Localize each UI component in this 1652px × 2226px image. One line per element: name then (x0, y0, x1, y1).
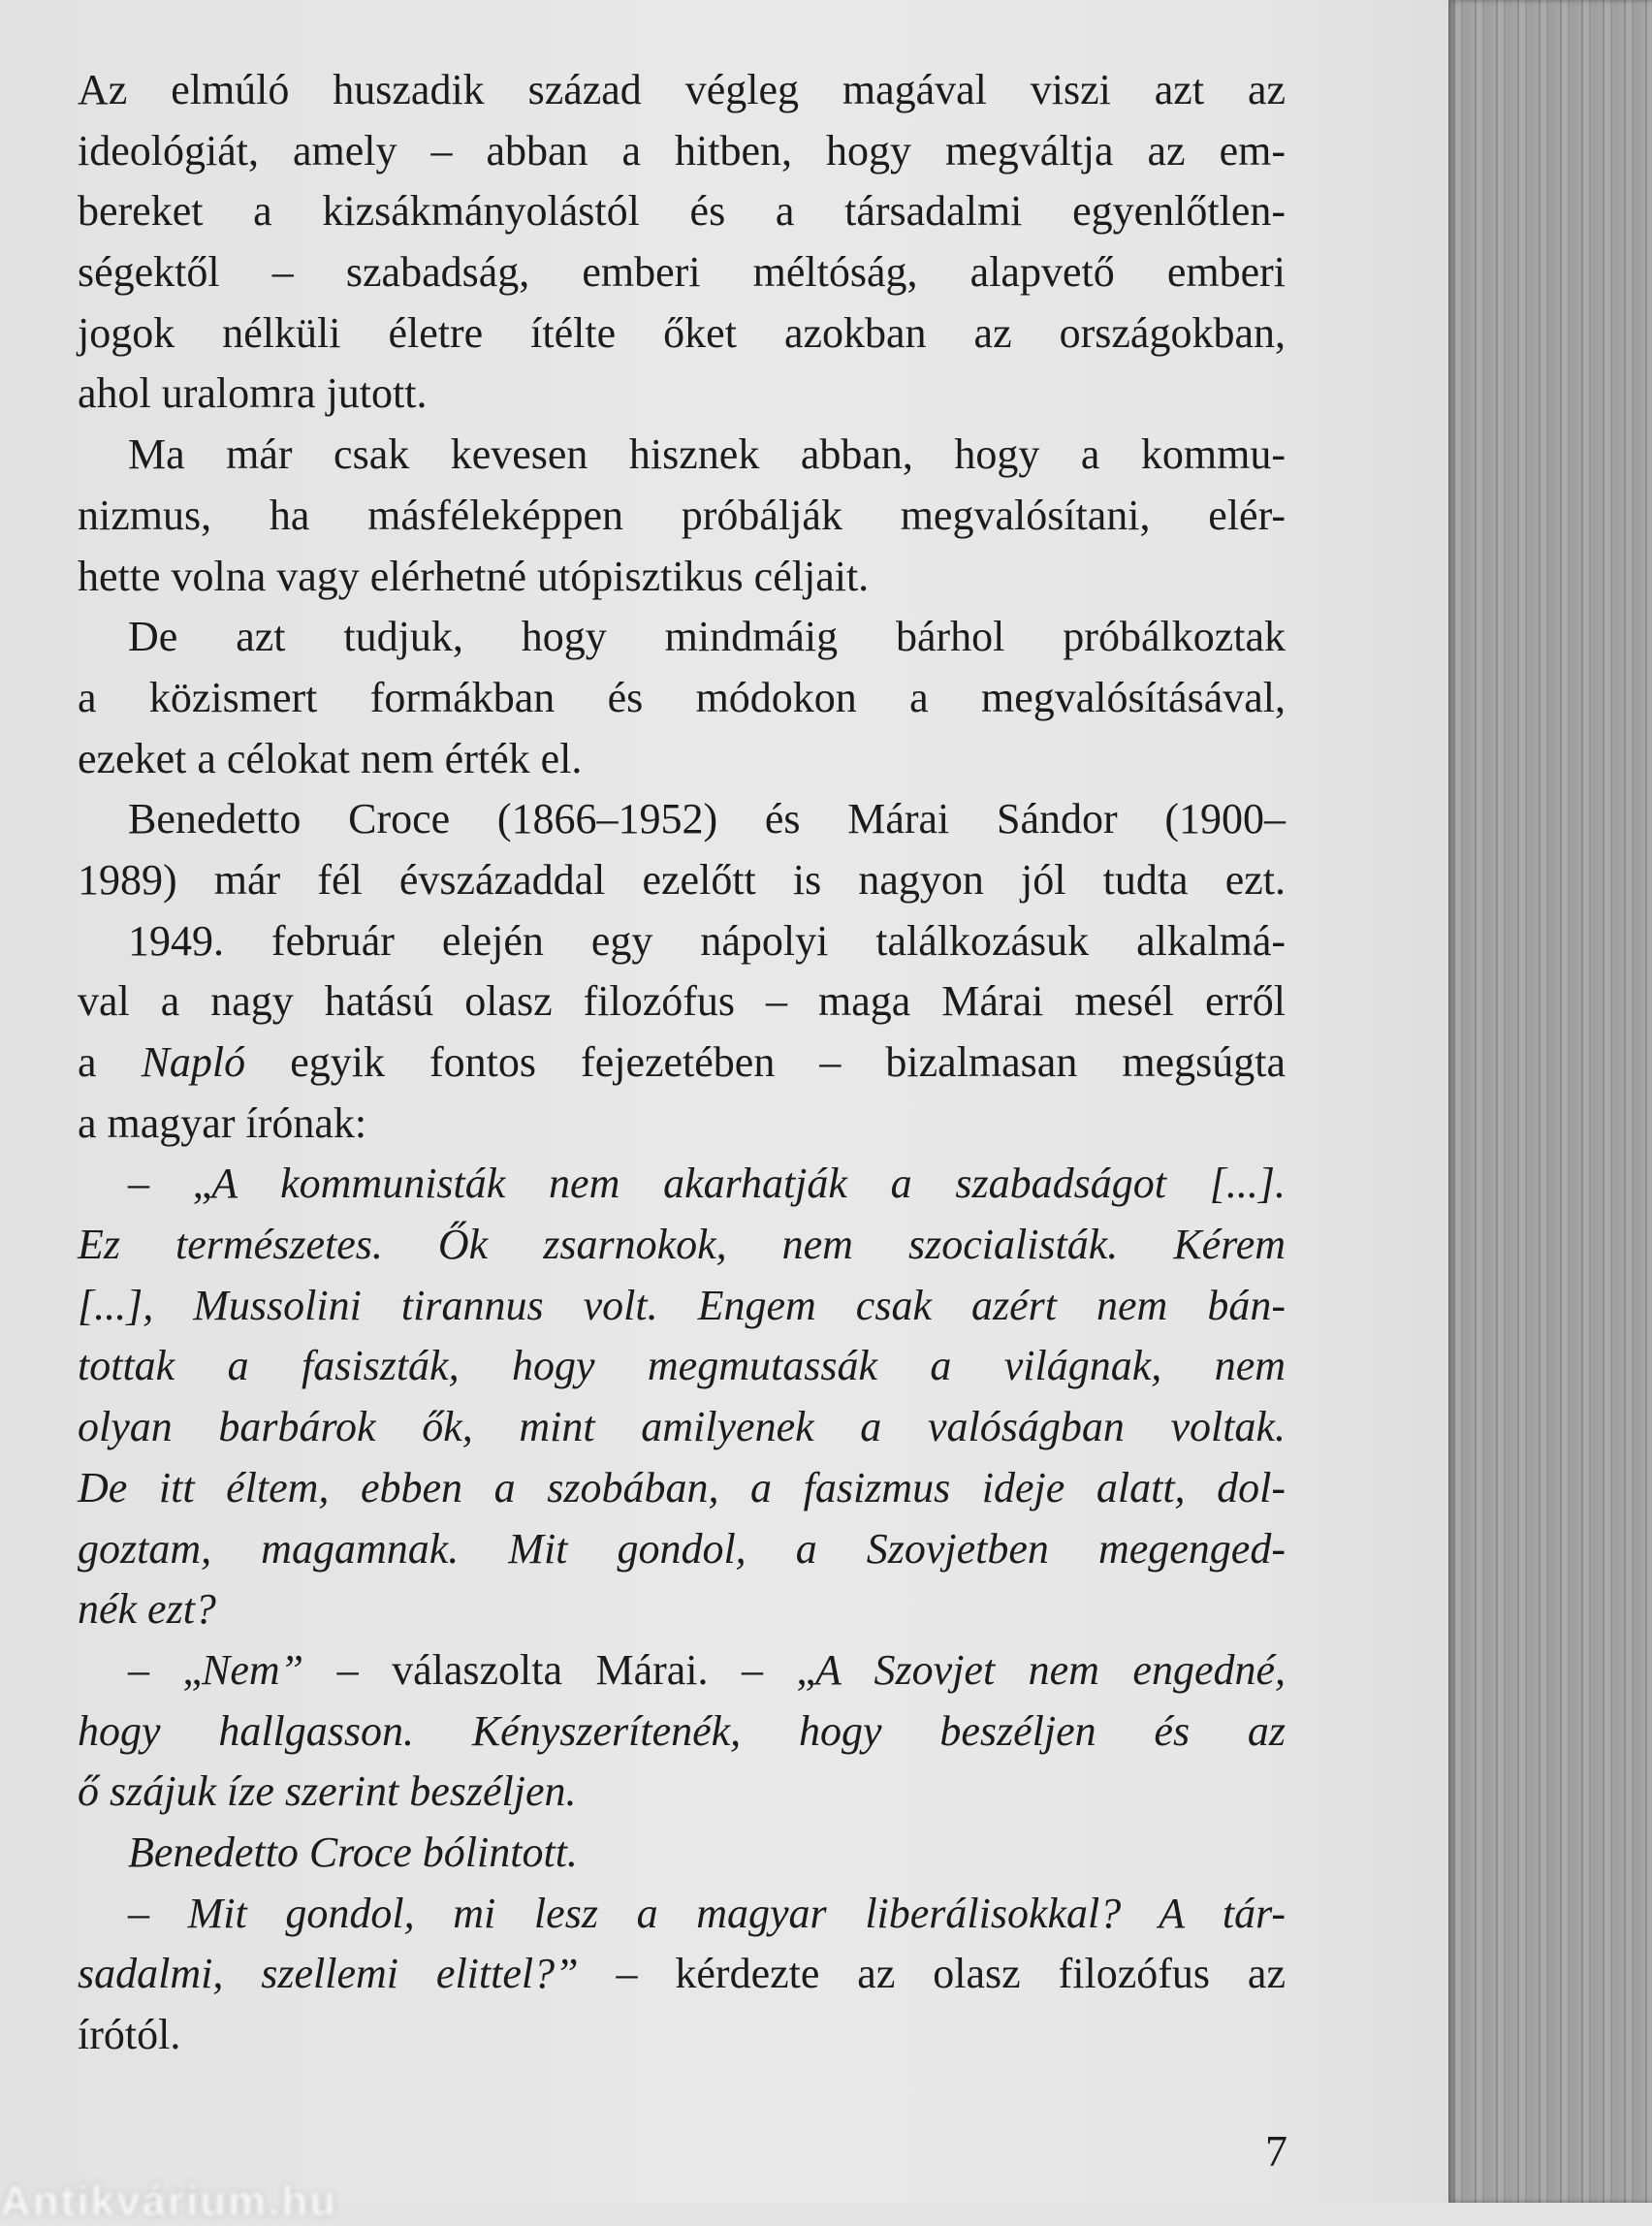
text-segment: nizmus, ha másféleképpen próbálják megvalósítani, elér- (78, 491, 1286, 539)
text-line (78, 1823, 1286, 1884)
background-surface (1448, 0, 1652, 2203)
italic-text: ő szájuk íze szerint beszéljen. (78, 1767, 577, 1816)
italic-text: tottak a fasiszták, hogy megmutassák a világnak, nem (78, 1342, 1286, 1390)
text-line (78, 1215, 1286, 1276)
text-line (78, 242, 1286, 303)
text-segment: ségektől – szabadság, emberi méltóság, alapvető emberi (78, 248, 1286, 297)
text-segment: – válaszolta Márai. – „ (303, 1645, 815, 1694)
text-line (78, 1579, 1286, 1640)
text-line (78, 364, 1286, 425)
text-segment: ezeket a célokat nem érték el. (78, 734, 583, 782)
body-text (78, 60, 1286, 2066)
italic-text: Napló (141, 1038, 246, 1086)
text-line (78, 971, 1286, 1033)
text-line (78, 1640, 1286, 1701)
text-line (78, 1458, 1286, 1519)
text-line (78, 60, 1286, 121)
text-segment: bereket a kizsákmányolástól és a társadalmi egyenlőtlen- (78, 187, 1286, 236)
text-line (78, 121, 1286, 182)
text-line (78, 1336, 1286, 1397)
text-line (78, 1701, 1286, 1763)
text-segment: egyik fontos fejezetében – bizalmasan megsúgta (245, 1038, 1287, 1086)
text-segment: Benedetto Croce (1866–1952) és Márai Sándor (1900– (128, 795, 1286, 843)
text-line (78, 1944, 1286, 2005)
italic-text: sadalmi, szellemi elittel?” (78, 1950, 579, 1998)
text-line (78, 1884, 1286, 1945)
text-segment: ideológiát, amely – abban a hitben, hogy megváltja az em- (78, 126, 1286, 175)
text-line (78, 1033, 1286, 1094)
text-segment: írótól. (78, 2011, 181, 2058)
italic-text: A kommunisták nem akarhatják a szabadságot [...]. (211, 1160, 1286, 1208)
text-segment: 1989) már fél évszázaddal ezelőtt is nagyon jól tudta ezt. (78, 855, 1286, 904)
text-line (78, 789, 1286, 850)
text-segment: Az elmúló huszadik század végleg magával viszi azt az (78, 66, 1286, 113)
text-line (78, 1762, 1286, 1823)
italic-text: Ez természetes. Ők zsarnokok, nem szocialisták. Kérem (78, 1221, 1286, 1269)
italic-text: olyan barbárok ők, mint amilyenek a valóságban voltak. (78, 1403, 1286, 1451)
text-line (78, 1397, 1286, 1458)
text-segment: – kérdezte az olasz filozófus az (578, 1950, 1286, 1998)
text-line (78, 425, 1286, 486)
text-line (78, 181, 1286, 242)
text-segment: a magyar írónak: (78, 1098, 367, 1147)
text-segment: Ma már csak kevesen hisznek abban, hogy a kommu- (128, 430, 1286, 479)
text-line (78, 850, 1286, 911)
text-segment: val a nagy hatású olasz filozófus – maga Márai mesél erről (78, 977, 1286, 1026)
text-line (78, 547, 1286, 608)
italic-text: De itt éltem, ebben a szobában, a fasizmus ideje alatt, dol- (78, 1463, 1286, 1511)
text-line (78, 486, 1286, 547)
text-line (78, 729, 1286, 790)
italic-text: A Szovjet nem engedné, (814, 1645, 1286, 1694)
italic-text: hogy hallgasson. Kényszerítenék, hogy beszéljen és az (78, 1706, 1286, 1755)
text-segment: a közismert formákban és módokon a megvalósításával, (78, 673, 1286, 721)
text-segment: hette volna vagy elérhetné utópisztikus céljait. (78, 552, 870, 600)
text-line (78, 911, 1286, 972)
text-segment: ahol uralomra jutott. (78, 369, 428, 418)
text-segment: – „ (128, 1645, 202, 1694)
text-line (78, 303, 1286, 365)
text-line (78, 668, 1286, 729)
italic-text: nék ezt? (78, 1585, 216, 1634)
watermark: Antikvárium.hu (0, 2178, 338, 2225)
text-line (78, 1094, 1286, 1155)
text-segment: jogok nélküli életre ítélte őket azokban az országokban, (78, 308, 1286, 357)
italic-text: Benedetto Croce bólintott. (128, 1828, 578, 1876)
text-segment: – „ (128, 1160, 212, 1208)
text-segment: a (78, 1038, 142, 1086)
italic-text: – Mit gondol, mi lesz a magyar liberálisokkal? A tár- (128, 1889, 1286, 1937)
text-line (78, 1154, 1286, 1215)
text-line (78, 2005, 1286, 2066)
text-segment: De azt tudjuk, hogy mindmáig bárhol próbálkoztak (128, 613, 1286, 661)
page-number: 7 (1265, 2126, 1287, 2176)
text-segment: 1949. február elején egy nápolyi találkozásuk alkalmá- (128, 916, 1286, 965)
text-line (78, 1519, 1286, 1580)
text-line (78, 1276, 1286, 1337)
italic-text: goztam, magamnak. Mit gondol, a Szovjetben megenged- (78, 1524, 1286, 1573)
text-line (78, 607, 1286, 668)
italic-text: Nem” (202, 1645, 304, 1694)
italic-text: [...], Mussolini tirannus volt. Engem csak azért nem bán- (78, 1281, 1286, 1329)
